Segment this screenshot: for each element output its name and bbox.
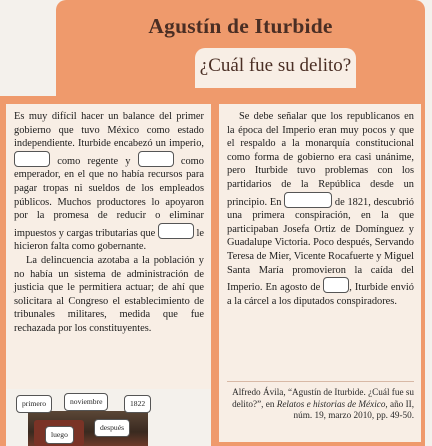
blank-drop-zone-4[interactable] (284, 192, 332, 208)
citation-divider (227, 381, 414, 382)
word-chip-noviembre[interactable]: noviembre (64, 393, 108, 411)
word-chip-1822[interactable]: 1822 (124, 395, 151, 413)
citation-journal: Relatos e historias de México (276, 398, 386, 409)
word-chip-luego[interactable]: luego (45, 426, 74, 444)
right-text-part-1: Se debe señalar que los republicanos en la época del Imperio eran muy pocos y que el respaldo a la monarquía constitucional como forma de gobierno era casi unánime, pero Iturbide tuvo problemas con los partidarios de la República desde un principio. En (227, 111, 414, 208)
page-subtitle: ¿Cuál fue su delito? (199, 55, 352, 76)
left-column-text (14, 110, 204, 336)
right-text-part-3: , Iturbide envió a la cárcel a los diputados conspiradores. (227, 282, 414, 307)
blank-drop-zone-1[interactable] (14, 151, 50, 167)
blank-drop-zone-3[interactable] (158, 223, 194, 239)
header-banner (56, 0, 425, 96)
left-text-part-3: como emperador, en el que no había recursos para pagar tropas ni sueldos de los empleados públicos. Muchos productores lo apoyaron por la promesa de reducir o eliminar impuestos y cargas tributarias que (14, 155, 204, 239)
word-chip-primero[interactable]: primero (16, 395, 52, 413)
left-paragraph-2: La delincuencia azotaba a la población y no había un sistema de administración de justicia que le permitiera actuar; de ahí que solicitara al Congreso el establecimiento de tribunales militares, medida que fue rechazada por los constituyentes. (14, 254, 204, 334)
citation-line-2: , año II, núm. 19, marzo 2010, pp. 49-50. (293, 398, 414, 421)
citation (227, 387, 414, 422)
right-text-part-2: de 1821, descubrió una primera conspiración, en la que participaban Josefa Ortiz de Domínguez y Guadalupe Victoria. Poco después, Servando Teresa de Mier, Vicente Rocafuerte y Miguel Santa María promovieron la caída del Imperio. En agosto de (227, 196, 415, 294)
left-text-part-2: como regente y (57, 155, 131, 167)
word-chip-despues[interactable]: después (94, 419, 130, 437)
left-text-part-1: Es muy difícil hacer un balance del primer gobierno que tuvo México como estado independiente. Iturbide encabezó un imperio, (14, 111, 204, 150)
blank-drop-zone-5[interactable] (323, 277, 349, 293)
right-column-text (227, 110, 414, 308)
blank-drop-zone-2[interactable] (138, 151, 174, 167)
citation-line-1: Alfredo Ávila, “Agustín de Iturbide. ¿Cuál fue su delito?”, en (232, 387, 414, 409)
subtitle-box (195, 48, 356, 88)
left-text-part-4: le hicieron falta como gobernante. (14, 227, 205, 253)
page-title: Agustín de Iturbide (148, 14, 333, 38)
